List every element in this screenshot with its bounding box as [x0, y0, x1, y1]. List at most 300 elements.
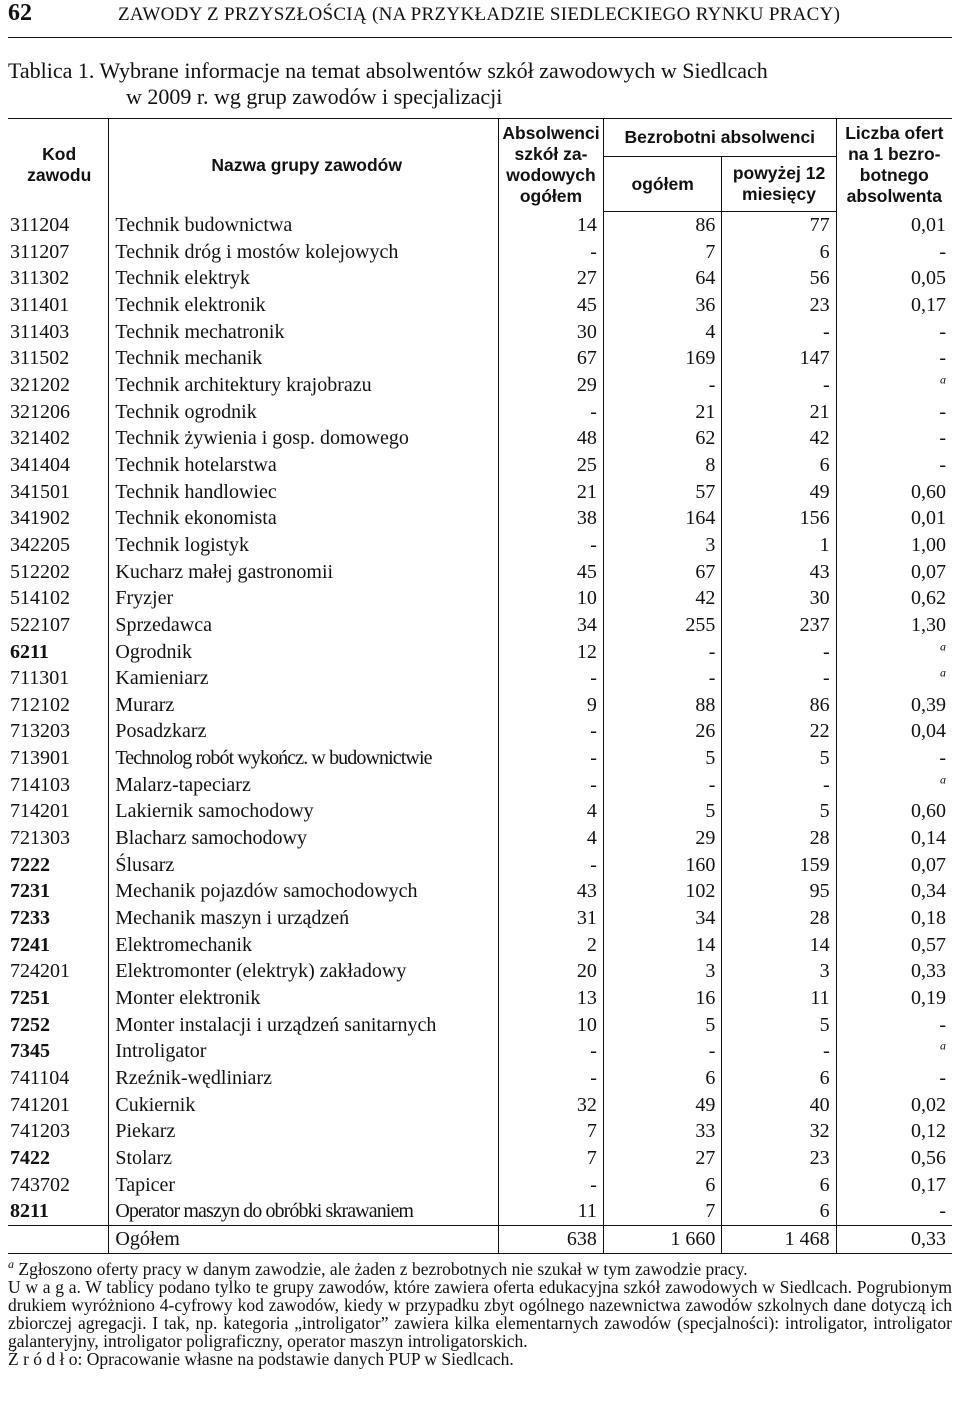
row-unemployed: 6 — [603, 1172, 722, 1199]
row-name: Kucharz małej gastronomii — [109, 559, 499, 586]
remark-label: U w a g a. — [8, 1276, 81, 1297]
table-row — [8, 665, 952, 692]
row-code: 724201 — [10, 960, 70, 983]
table-row — [8, 585, 952, 612]
row-unemployed-12m: 5 — [722, 1012, 836, 1039]
header-rule — [8, 37, 952, 38]
row-name: Elektromechanik — [109, 932, 499, 959]
row-graduates: 4 — [499, 825, 604, 852]
row-graduates: 45 — [499, 292, 604, 319]
row-unemployed: 26 — [603, 718, 722, 745]
table-caption — [8, 58, 952, 110]
row-name: Technik handlowiec — [109, 479, 499, 506]
row-unemployed-12m: 14 — [722, 932, 836, 959]
table-row — [8, 292, 952, 319]
row-graduates: 67 — [499, 345, 604, 372]
row-unemployed-12m: 5 — [722, 798, 836, 825]
row-offers: 0,60 — [836, 479, 952, 506]
row-unemployed: 57 — [603, 479, 722, 506]
row-unemployed: - — [603, 772, 722, 799]
row-name: Technik hotelarstwa — [109, 452, 499, 479]
row-offers — [836, 639, 952, 666]
row-code: 743702 — [10, 1173, 70, 1196]
row-name: Mechanik maszyn i urządzeń — [109, 905, 499, 932]
table-row — [8, 745, 952, 772]
row-offers: 0,60 — [836, 798, 952, 825]
total-graduates: 638 — [499, 1225, 604, 1253]
row-offers: 0,18 — [836, 905, 952, 932]
row-name: Elektromonter (elektryk) zakładowy — [109, 958, 499, 985]
row-offers: 0,12 — [836, 1118, 952, 1145]
row-graduates: - — [499, 718, 604, 745]
row-unemployed: 3 — [603, 958, 722, 985]
row-offers: 0,56 — [836, 1145, 952, 1172]
row-code: 512202 — [10, 560, 70, 583]
row-unemployed-12m: 56 — [722, 265, 836, 292]
row-graduates: - — [499, 532, 604, 559]
row-offers: 0,62 — [836, 585, 952, 612]
row-code: 311403 — [10, 320, 70, 343]
row-code: 713901 — [10, 747, 70, 770]
row-graduates: 31 — [499, 905, 604, 932]
row-name: Ślusarz — [109, 852, 499, 879]
header-graduates: Absolwenci szkół za- wodowych ogółem — [499, 119, 604, 212]
row-name: Blacharz samochodowy — [109, 825, 499, 852]
table-row — [8, 239, 952, 266]
table-row — [8, 532, 952, 559]
row-graduates: 45 — [499, 559, 604, 586]
row-code: 713203 — [10, 720, 70, 743]
row-unemployed: 16 — [603, 985, 722, 1012]
row-graduates: - — [499, 1172, 604, 1199]
footnote-mark: a — [940, 665, 946, 680]
table-row — [8, 479, 952, 506]
row-name: Murarz — [109, 692, 499, 719]
row-unemployed: 255 — [603, 612, 722, 639]
row-unemployed: 4 — [603, 319, 722, 346]
table-row — [8, 905, 952, 932]
row-unemployed: 21 — [603, 399, 722, 426]
row-graduates: 7 — [499, 1145, 604, 1172]
header-unemployed-12m: powyżej 12 miesięcy — [722, 157, 836, 212]
row-unemployed: - — [603, 665, 722, 692]
row-code: 711301 — [10, 667, 70, 690]
row-unemployed-12m: 28 — [722, 905, 836, 932]
row-offers: 1,00 — [836, 532, 952, 559]
row-offers: 0,01 — [836, 505, 952, 532]
row-unemployed-12m: 21 — [722, 399, 836, 426]
row-graduates: 34 — [499, 612, 604, 639]
row-unemployed: 8 — [603, 452, 722, 479]
row-graduates: 2 — [499, 932, 604, 959]
row-name: Fryzjer — [109, 585, 499, 612]
row-offers: 0,07 — [836, 559, 952, 586]
table-row — [8, 612, 952, 639]
row-name: Cukiernik — [109, 1092, 499, 1119]
caption-line-1: Tablica 1. Wybrane informacje na temat absolwentów szkół zawodowych w Siedlcach — [8, 58, 768, 83]
row-unemployed-12m: 1 — [722, 532, 836, 559]
table-row — [8, 1145, 952, 1172]
row-graduates: 9 — [499, 692, 604, 719]
row-unemployed: 164 — [603, 505, 722, 532]
row-offers: - — [836, 1065, 952, 1092]
header-name: Nazwa grupy zawodów — [109, 119, 499, 212]
row-name: Technik żywienia i gosp. domowego — [109, 425, 499, 452]
row-name: Technik elektronik — [109, 292, 499, 319]
row-unemployed-12m: - — [722, 665, 836, 692]
header-offers: Liczba ofert na 1 bezro- botnego absolwenta — [836, 119, 952, 212]
row-offers: - — [836, 345, 952, 372]
table-row — [8, 1172, 952, 1199]
row-unemployed: 67 — [603, 559, 722, 586]
row-graduates: - — [499, 745, 604, 772]
row-unemployed-12m: 156 — [722, 505, 836, 532]
row-graduates: 30 — [499, 319, 604, 346]
row-graduates: 25 — [499, 452, 604, 479]
row-unemployed: 160 — [603, 852, 722, 879]
table-row — [8, 505, 952, 532]
total-unemployed-12m: 1 468 — [722, 1225, 836, 1253]
table-row — [8, 1038, 952, 1065]
row-unemployed: - — [603, 1038, 722, 1065]
row-graduates: 7 — [499, 1118, 604, 1145]
footnote-mark: a — [940, 1038, 946, 1053]
row-code: 712102 — [10, 693, 70, 716]
row-unemployed: 27 — [603, 1145, 722, 1172]
table-row — [8, 452, 952, 479]
table-notes — [8, 1256, 953, 1369]
row-unemployed-12m: 23 — [722, 292, 836, 319]
row-code: 7252 — [10, 1013, 50, 1036]
row-unemployed-12m: 237 — [722, 612, 836, 639]
row-offers — [836, 372, 952, 399]
total-label: Ogółem — [109, 1225, 499, 1253]
row-graduates: 21 — [499, 479, 604, 506]
footnote — [8, 1256, 952, 1279]
row-name: Malarz-tapeciarz — [109, 772, 499, 799]
table-row — [8, 372, 952, 399]
row-graduates: - — [499, 772, 604, 799]
row-code: 341902 — [10, 507, 70, 530]
row-name: Technik elektryk — [109, 265, 499, 292]
row-graduates: 11 — [499, 1198, 604, 1225]
row-unemployed-12m: 6 — [722, 1172, 836, 1199]
row-unemployed-12m: - — [722, 1038, 836, 1065]
footnote-mark: a — [940, 638, 946, 653]
row-code: 7345 — [10, 1040, 50, 1063]
row-unemployed-12m: - — [722, 319, 836, 346]
row-unemployed-12m: 30 — [722, 585, 836, 612]
row-name: Monter instalacji i urządzeń sanitarnych — [109, 1012, 499, 1039]
total-row — [8, 1225, 952, 1253]
table-row — [8, 1118, 952, 1145]
table-row — [8, 1012, 952, 1039]
row-offers: 0,33 — [836, 958, 952, 985]
footnote-text: Zgłoszono oferty pracy w danym zawodzie, ale żaden z bezrobotnych nie szukał w tym zawodzie pracy. — [14, 1258, 748, 1279]
row-name: Lakiernik samochodowy — [109, 798, 499, 825]
row-code: 7222 — [10, 853, 50, 876]
row-unemployed: 7 — [603, 239, 722, 266]
running-header — [8, 0, 952, 38]
row-offers — [836, 665, 952, 692]
row-offers: 0,57 — [836, 932, 952, 959]
row-offers: 0,17 — [836, 292, 952, 319]
row-name: Ogrodnik — [109, 639, 499, 666]
table-row — [8, 878, 952, 905]
row-unemployed: 88 — [603, 692, 722, 719]
row-code: 8211 — [10, 1200, 49, 1223]
table-row — [8, 718, 952, 745]
table-row — [8, 559, 952, 586]
row-unemployed-12m: 159 — [722, 852, 836, 879]
row-unemployed: 14 — [603, 932, 722, 959]
row-offers: 0,34 — [836, 878, 952, 905]
row-unemployed-12m: 23 — [722, 1145, 836, 1172]
row-name: Mechanik pojazdów samochodowych — [109, 878, 499, 905]
row-unemployed-12m: 6 — [722, 452, 836, 479]
table-row — [8, 319, 952, 346]
row-offers: 0,14 — [836, 825, 952, 852]
row-name: Technik budownictwa — [109, 212, 499, 239]
row-graduates: 29 — [499, 372, 604, 399]
row-graduates: 10 — [499, 585, 604, 612]
row-code: 741201 — [10, 1093, 70, 1116]
row-offers: - — [836, 1198, 952, 1225]
row-graduates: - — [499, 665, 604, 692]
row-unemployed: 29 — [603, 825, 722, 852]
row-unemployed-12m: - — [722, 639, 836, 666]
row-unemployed: 33 — [603, 1118, 722, 1145]
table-row — [8, 798, 952, 825]
row-name: Technik mechatronik — [109, 319, 499, 346]
row-unemployed-12m: 86 — [722, 692, 836, 719]
row-offers: 0,39 — [836, 692, 952, 719]
source-text: Opracowanie własne na podstawie danych PUP w Siedlcach. — [82, 1348, 514, 1369]
row-code: 714201 — [10, 800, 70, 823]
row-code: 311302 — [10, 267, 70, 290]
row-graduates: 48 — [499, 425, 604, 452]
row-graduates: 43 — [499, 878, 604, 905]
row-unemployed: 6 — [603, 1065, 722, 1092]
total-offers: 0,33 — [836, 1225, 952, 1253]
row-offers: - — [836, 452, 952, 479]
row-graduates: 12 — [499, 639, 604, 666]
row-unemployed: 5 — [603, 745, 722, 772]
row-name: Stolarz — [109, 1145, 499, 1172]
footnote-mark: a — [940, 372, 946, 387]
row-code: 714103 — [10, 773, 70, 796]
row-code: 321402 — [10, 427, 70, 450]
row-code: 341501 — [10, 480, 70, 503]
row-unemployed-12m: 43 — [722, 559, 836, 586]
row-offers — [836, 772, 952, 799]
row-unemployed: - — [603, 372, 722, 399]
row-code: 7231 — [10, 880, 50, 903]
row-offers: 1,30 — [836, 612, 952, 639]
remark — [8, 1278, 952, 1350]
row-unemployed-12m: - — [722, 372, 836, 399]
table-row — [8, 1065, 952, 1092]
row-unemployed-12m: 42 — [722, 425, 836, 452]
document-page — [8, 0, 952, 1368]
row-unemployed: 49 — [603, 1092, 722, 1119]
row-name: Sprzedawca — [109, 612, 499, 639]
row-name: Kamieniarz — [109, 665, 499, 692]
row-code: 311401 — [10, 293, 70, 316]
row-graduates: 10 — [499, 1012, 604, 1039]
source — [8, 1350, 952, 1368]
table-body — [8, 212, 952, 1226]
row-name: Technik ogrodnik — [109, 399, 499, 426]
row-unemployed: 5 — [603, 798, 722, 825]
row-name: Technik ekonomista — [109, 505, 499, 532]
row-name: Technik mechanik — [109, 345, 499, 372]
table-row — [8, 932, 952, 959]
remark-text: W tablicy podano tylko te grupy zawodów, które zawiera oferta edukacyjna szkół zawodowych w Siedlcach. Pogrubionym drukiem wyróżniono 4-cyfrowy kod zawodów, kiedy w przypadku zbyt ogólnego nazewnictwa zawodów szkolnych dane dotyczą ich zbiorczej agregacji. I tak, np. kategoria „introligator” zawiera kilka elementarnych zawodów (specjalności): introligator, introligator galanteryjny, introligator poligraficzny, operator maszyn introligatorskich. — [8, 1276, 953, 1351]
table-row — [8, 212, 952, 239]
row-name: Tapicer — [109, 1172, 499, 1199]
row-unemployed-12m: 28 — [722, 825, 836, 852]
row-name: Technik logistyk — [109, 532, 499, 559]
table-row — [8, 825, 952, 852]
row-unemployed: 102 — [603, 878, 722, 905]
row-unemployed-12m: 49 — [722, 479, 836, 506]
row-code: 6211 — [10, 640, 49, 663]
table-row — [8, 985, 952, 1012]
row-unemployed-12m: 6 — [722, 1065, 836, 1092]
header-code: Kod zawodu — [8, 119, 109, 212]
row-unemployed: 86 — [603, 212, 722, 239]
row-graduates: - — [499, 239, 604, 266]
row-name: Technik architektury krajobrazu — [109, 372, 499, 399]
footnote-mark: a — [8, 1256, 14, 1271]
row-offers: - — [836, 399, 952, 426]
row-name: Monter elektronik — [109, 985, 499, 1012]
row-graduates: 4 — [499, 798, 604, 825]
row-graduates: 38 — [499, 505, 604, 532]
data-table — [8, 118, 952, 1254]
page-number: 62 — [8, 0, 32, 26]
table-row — [8, 1198, 952, 1225]
row-offers: 0,17 — [836, 1172, 952, 1199]
row-unemployed: 7 — [603, 1198, 722, 1225]
table-row — [8, 265, 952, 292]
footnote-mark: a — [940, 772, 946, 787]
table-row — [8, 958, 952, 985]
row-code: 7233 — [10, 907, 50, 930]
row-graduates: 20 — [499, 958, 604, 985]
table-row — [8, 1092, 952, 1119]
row-name: Posadzkarz — [109, 718, 499, 745]
row-name: Operator maszyn do obróbki skrawaniem — [109, 1198, 499, 1225]
row-offers: 0,04 — [836, 718, 952, 745]
row-offers: 0,05 — [836, 265, 952, 292]
row-offers: - — [836, 1012, 952, 1039]
row-code: 311502 — [10, 347, 70, 370]
row-offers: 0,01 — [836, 212, 952, 239]
caption-line-2: w 2009 r. wg grup zawodów i specjalizacji — [126, 84, 503, 109]
row-unemployed-12m: 6 — [722, 239, 836, 266]
row-offers: - — [836, 425, 952, 452]
row-offers: - — [836, 319, 952, 346]
row-unemployed: 62 — [603, 425, 722, 452]
row-name: Piekarz — [109, 1118, 499, 1145]
table-row — [8, 345, 952, 372]
row-code: 321206 — [10, 400, 70, 423]
row-code: 514102 — [10, 587, 70, 610]
row-unemployed-12m: 40 — [722, 1092, 836, 1119]
row-unemployed-12m: 147 — [722, 345, 836, 372]
row-graduates: 13 — [499, 985, 604, 1012]
row-code: 311204 — [10, 213, 70, 236]
row-code: 741203 — [10, 1120, 70, 1143]
row-code: 311207 — [10, 240, 70, 263]
row-unemployed-12m: 3 — [722, 958, 836, 985]
row-code: 341404 — [10, 453, 70, 476]
total-unemployed: 1 660 — [603, 1225, 722, 1253]
row-name: Introligator — [109, 1038, 499, 1065]
row-offers: 0,02 — [836, 1092, 952, 1119]
row-offers — [836, 1038, 952, 1065]
row-graduates: 27 — [499, 265, 604, 292]
row-name: Technolog robót wykończ. w budownictwie — [109, 745, 499, 772]
table-row — [8, 692, 952, 719]
row-code: 7241 — [10, 933, 50, 956]
row-code: 741104 — [10, 1067, 70, 1089]
row-unemployed: 3 — [603, 532, 722, 559]
table-row — [8, 639, 952, 666]
table-row — [8, 852, 952, 879]
row-unemployed: 5 — [603, 1012, 722, 1039]
row-unemployed-12m: 5 — [722, 745, 836, 772]
source-label: Ź r ó d ł o: — [8, 1348, 83, 1369]
row-unemployed: 36 — [603, 292, 722, 319]
row-unemployed-12m: 6 — [722, 1198, 836, 1225]
row-code: 321202 — [10, 373, 70, 396]
row-unemployed: 34 — [603, 905, 722, 932]
row-name: Technik dróg i mostów kolejowych — [109, 239, 499, 266]
row-unemployed: 169 — [603, 345, 722, 372]
row-unemployed-12m: 77 — [722, 212, 836, 239]
row-offers: 0,19 — [836, 985, 952, 1012]
row-name: Rzeźnik-wędliniarz — [109, 1065, 499, 1092]
row-code: 7251 — [10, 987, 50, 1010]
row-unemployed: 42 — [603, 585, 722, 612]
row-code: 522107 — [10, 613, 70, 636]
row-unemployed-12m: 11 — [722, 985, 836, 1012]
header-unemployed-total: ogółem — [603, 157, 722, 212]
row-offers: - — [836, 745, 952, 772]
row-unemployed-12m: 22 — [722, 718, 836, 745]
row-graduates: - — [499, 399, 604, 426]
table-row — [8, 425, 952, 452]
row-unemployed-12m: 32 — [722, 1118, 836, 1145]
row-offers: - — [836, 239, 952, 266]
table-row — [8, 772, 952, 799]
row-unemployed-12m: 95 — [722, 878, 836, 905]
row-code: 342205 — [10, 533, 70, 556]
row-graduates: - — [499, 852, 604, 879]
running-title: ZAWODY Z PRZYSZŁOŚCIĄ (NA PRZYKŁADZIE SIEDLECKIEGO RYNKU PRACY) — [118, 4, 841, 25]
row-graduates: - — [499, 1038, 604, 1065]
row-graduates: 14 — [499, 212, 604, 239]
row-unemployed-12m: - — [722, 772, 836, 799]
row-graduates: - — [499, 1065, 604, 1092]
table-row — [8, 399, 952, 426]
row-offers: 0,07 — [836, 852, 952, 879]
row-unemployed: 64 — [603, 265, 722, 292]
row-code: 721303 — [10, 827, 70, 850]
